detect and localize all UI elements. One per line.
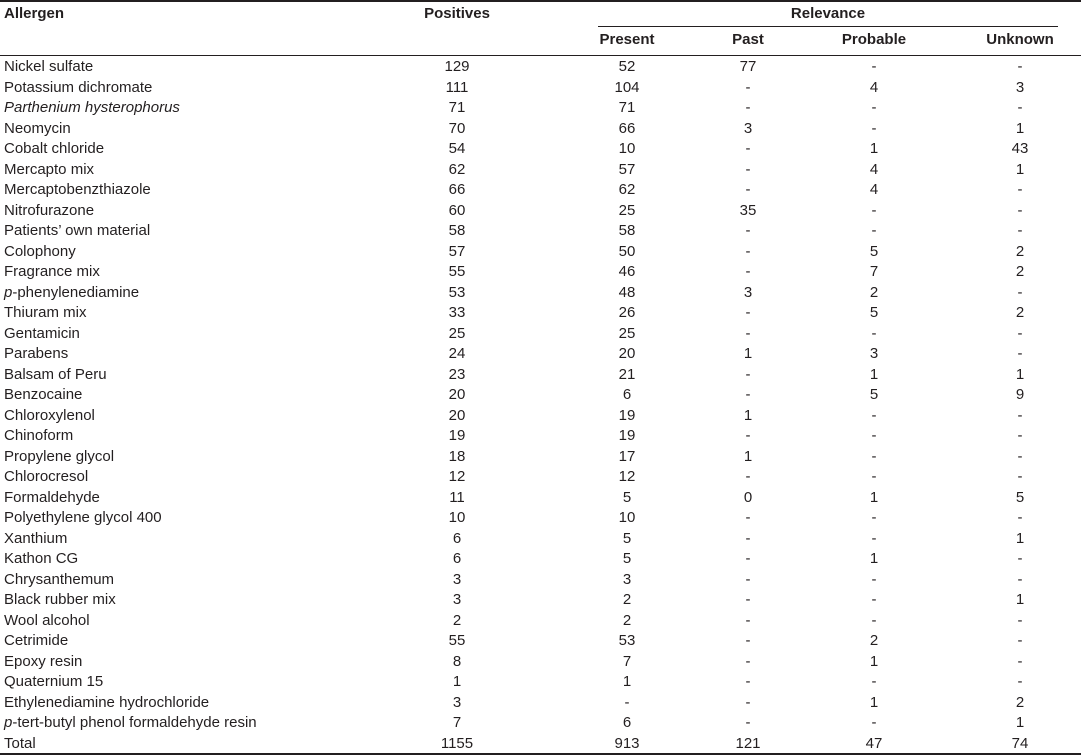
present-cell: 25 xyxy=(618,324,636,342)
present-cell: 1 xyxy=(622,673,632,690)
header-allergen: Allergen xyxy=(4,5,65,22)
table-row xyxy=(0,672,1081,693)
past-cell: - xyxy=(745,140,751,157)
positives-cell: 71 xyxy=(448,99,466,116)
allergen-cell: Parthenium hysterophorus xyxy=(4,99,180,116)
present-cell: 50 xyxy=(618,242,636,260)
past-cell: - xyxy=(745,570,751,588)
positives-cell: 55 xyxy=(448,263,466,280)
header-relevance: Relevance xyxy=(790,5,866,22)
unknown-cell: - xyxy=(1017,468,1023,485)
positives-cell: 3 xyxy=(452,591,462,608)
past-cell: - xyxy=(745,242,751,260)
probable-cell: 3 xyxy=(869,345,879,362)
positives-cell: 3 xyxy=(452,570,462,588)
positives-cell: 1155 xyxy=(440,734,474,752)
allergen-cell: Ethylenediamine hydrochloride xyxy=(4,693,210,711)
positives-cell: 129 xyxy=(444,58,470,75)
table-row xyxy=(0,467,1081,488)
table-row xyxy=(0,611,1081,632)
present-cell: 71 xyxy=(618,99,636,116)
positives-cell: 2 xyxy=(452,611,462,629)
allergen-cell: Balsam of Peru xyxy=(4,365,107,383)
header-probable: Probable xyxy=(841,31,907,48)
allergen-prefix: p xyxy=(4,283,13,301)
allergen-cell: Patients’ own material xyxy=(4,222,151,239)
present-cell: 2 xyxy=(622,611,632,629)
table-row xyxy=(0,508,1081,529)
positives-cell: 60 xyxy=(448,201,466,219)
table-row xyxy=(0,693,1081,714)
unknown-cell: 1 xyxy=(1015,365,1025,383)
table-row xyxy=(0,283,1081,304)
positives-cell: 57 xyxy=(448,242,466,260)
probable-cell: 5 xyxy=(869,304,879,321)
present-cell: 58 xyxy=(618,222,636,239)
past-cell: - xyxy=(745,550,751,567)
table-row xyxy=(0,570,1081,591)
header-present: Present xyxy=(599,31,655,48)
unknown-cell: - xyxy=(1017,345,1023,362)
positives-cell: 25 xyxy=(448,324,466,342)
unknown-cell: - xyxy=(1017,222,1023,239)
table-row xyxy=(0,652,1081,673)
positives-cell: 55 xyxy=(448,632,466,649)
past-cell: 3 xyxy=(743,283,753,301)
positives-cell: 6 xyxy=(452,550,462,567)
allergen-cell: Black rubber mix xyxy=(4,591,116,608)
probable-cell: - xyxy=(871,427,877,444)
probable-cell: - xyxy=(871,406,877,424)
allergen-cell: Mercapto mix xyxy=(4,160,95,178)
total-row xyxy=(0,734,1081,755)
past-cell: - xyxy=(745,386,751,403)
present-cell: 19 xyxy=(618,406,636,424)
unknown-cell: 2 xyxy=(1015,693,1025,711)
allergen-cell xyxy=(4,713,257,734)
probable-cell: - xyxy=(871,673,877,690)
table-row xyxy=(0,180,1081,201)
past-cell: - xyxy=(745,611,751,629)
unknown-cell: - xyxy=(1017,58,1023,75)
allergen-prefix: p xyxy=(4,714,13,731)
header-unknown: Unknown xyxy=(986,31,1054,48)
present-cell: 6 xyxy=(622,386,632,403)
present-cell: 7 xyxy=(622,652,632,670)
past-cell: - xyxy=(745,99,751,116)
unknown-cell: 1 xyxy=(1015,160,1025,178)
past-cell: - xyxy=(745,632,751,649)
probable-cell: 4 xyxy=(869,181,879,198)
past-cell: - xyxy=(745,160,751,178)
probable-cell: - xyxy=(871,58,877,75)
present-cell: 20 xyxy=(618,345,636,362)
past-cell: - xyxy=(745,181,751,198)
table-row xyxy=(0,98,1081,119)
table-row xyxy=(0,529,1081,550)
table-row xyxy=(0,590,1081,611)
past-cell: - xyxy=(745,365,751,383)
allergen-cell: Colophony xyxy=(4,242,76,260)
table-row xyxy=(0,57,1081,78)
table-row xyxy=(0,201,1081,222)
table-row xyxy=(0,713,1081,734)
present-cell: 52 xyxy=(618,58,636,75)
table-row xyxy=(0,262,1081,283)
past-cell: - xyxy=(745,693,751,711)
present-cell: 66 xyxy=(618,119,636,137)
allergen-cell: Formaldehyde xyxy=(4,488,100,506)
allergen-cell: Chlorocresol xyxy=(4,468,89,485)
probable-cell: - xyxy=(871,591,877,608)
allergen-cell: Quaternium 15 xyxy=(4,673,104,690)
positives-cell: 53 xyxy=(448,283,466,301)
probable-cell: - xyxy=(871,714,877,731)
probable-cell: 7 xyxy=(869,263,879,280)
probable-cell: 1 xyxy=(869,550,879,567)
positives-cell: 18 xyxy=(448,447,466,465)
table-row xyxy=(0,365,1081,386)
present-cell: 104 xyxy=(614,78,640,96)
probable-cell: - xyxy=(871,529,877,547)
allergen-cell: Potassium dichromate xyxy=(4,78,153,96)
allergen-cell: Gentamicin xyxy=(4,324,80,342)
probable-cell: 2 xyxy=(869,283,879,301)
probable-cell: - xyxy=(871,447,877,465)
allergen-cell: Epoxy resin xyxy=(4,652,83,670)
present-cell: - xyxy=(624,693,630,711)
present-cell: 5 xyxy=(622,529,632,547)
table-row xyxy=(0,631,1081,652)
allergen-cell: Chinoform xyxy=(4,427,74,444)
unknown-cell: - xyxy=(1017,652,1023,670)
allergen-cell: Parabens xyxy=(4,345,69,362)
present-cell: 53 xyxy=(618,632,636,649)
unknown-cell: - xyxy=(1017,406,1023,424)
present-cell: 5 xyxy=(622,550,632,567)
positives-cell: 111 xyxy=(445,78,469,96)
unknown-cell: - xyxy=(1017,673,1023,690)
probable-cell: - xyxy=(871,99,877,116)
unknown-cell: - xyxy=(1017,570,1023,588)
unknown-cell: - xyxy=(1017,427,1023,444)
unknown-cell: 9 xyxy=(1015,386,1025,403)
unknown-cell: - xyxy=(1017,550,1023,567)
table-row xyxy=(0,78,1081,99)
allergen-cell: Chrysanthemum xyxy=(4,570,115,588)
unknown-cell: - xyxy=(1017,99,1023,116)
allergen-cell: Mercaptobenzthiazole xyxy=(4,181,151,198)
table-row xyxy=(0,139,1081,160)
table-row xyxy=(0,160,1081,181)
past-cell: - xyxy=(745,714,751,731)
present-cell: 62 xyxy=(618,181,636,198)
allergen-name: -tert-butyl phenol formaldehyde resin xyxy=(12,714,257,731)
present-cell: 48 xyxy=(618,283,636,301)
probable-cell: 4 xyxy=(869,78,879,96)
past-cell: - xyxy=(745,324,751,342)
unknown-cell: 2 xyxy=(1015,242,1025,260)
probable-cell: 2 xyxy=(869,632,879,649)
present-cell: 46 xyxy=(618,263,636,280)
probable-cell: 47 xyxy=(865,734,883,752)
unknown-cell: 2 xyxy=(1015,304,1025,321)
past-cell: - xyxy=(745,509,751,526)
positives-cell: 24 xyxy=(448,345,466,362)
probable-cell: 5 xyxy=(869,386,879,403)
positives-cell: 33 xyxy=(448,304,466,321)
positives-cell: 11 xyxy=(449,488,465,506)
positives-cell: 62 xyxy=(448,160,466,178)
positives-cell: 20 xyxy=(448,386,466,403)
present-cell: 25 xyxy=(618,201,636,219)
unknown-cell: - xyxy=(1017,181,1023,198)
present-cell: 57 xyxy=(618,160,636,178)
unknown-cell: 1 xyxy=(1015,119,1025,137)
probable-cell: 1 xyxy=(869,652,879,670)
allergen-cell xyxy=(4,283,139,304)
unknown-cell: - xyxy=(1017,611,1023,629)
table-bottom-rule xyxy=(0,753,1081,755)
unknown-cell: 1 xyxy=(1015,529,1025,547)
unknown-cell: 43 xyxy=(1011,140,1029,157)
past-cell: - xyxy=(745,673,751,690)
table-row xyxy=(0,324,1081,345)
table-row xyxy=(0,447,1081,468)
unknown-cell: - xyxy=(1017,632,1023,649)
probable-cell: - xyxy=(871,324,877,342)
allergen-cell: Polyethylene glycol 400 xyxy=(4,509,162,526)
table-row xyxy=(0,549,1081,570)
table-top-rule xyxy=(0,0,1081,2)
probable-cell: - xyxy=(871,222,877,239)
present-cell: 10 xyxy=(618,509,636,526)
past-cell: - xyxy=(745,652,751,670)
unknown-cell: 3 xyxy=(1015,78,1025,96)
positives-cell: 3 xyxy=(452,693,462,711)
past-cell: 1 xyxy=(743,345,753,362)
probable-cell: 5 xyxy=(869,242,879,260)
unknown-cell: 74 xyxy=(1011,734,1029,752)
positives-cell: 20 xyxy=(448,406,466,424)
header-positives: Positives xyxy=(424,5,490,22)
past-cell: 0 xyxy=(743,488,753,506)
allergen-cell: Nitrofurazone xyxy=(4,201,95,219)
table-row xyxy=(0,242,1081,263)
probable-cell: 1 xyxy=(869,140,879,157)
probable-cell: - xyxy=(871,570,877,588)
positives-cell: 23 xyxy=(448,365,466,383)
probable-cell: - xyxy=(871,119,877,137)
allergen-name: -phenylenediamine xyxy=(12,283,140,301)
allergen-cell: Xanthium xyxy=(4,529,68,547)
positives-cell: 70 xyxy=(448,119,466,137)
relevance-span-rule xyxy=(598,26,1058,27)
present-cell: 2 xyxy=(622,591,632,608)
past-cell: - xyxy=(745,468,751,485)
probable-cell: - xyxy=(871,509,877,526)
allergen-cell: Kathon CG xyxy=(4,550,79,567)
table-row xyxy=(0,426,1081,447)
unknown-cell: 1 xyxy=(1015,714,1025,731)
allergen-cell: Fragrance mix xyxy=(4,263,100,280)
past-cell: 3 xyxy=(743,119,753,137)
past-cell: - xyxy=(745,78,751,96)
unknown-cell: - xyxy=(1017,283,1023,301)
past-cell: - xyxy=(745,222,751,239)
probable-cell: - xyxy=(871,611,877,629)
header-past: Past xyxy=(732,31,764,48)
probable-cell: 4 xyxy=(869,160,879,178)
past-cell: 35 xyxy=(739,201,757,219)
positives-cell: 12 xyxy=(448,468,466,485)
unknown-cell: 2 xyxy=(1015,263,1025,280)
table-row xyxy=(0,406,1081,427)
table-row xyxy=(0,344,1081,365)
probable-cell: 1 xyxy=(869,693,879,711)
positives-cell: 7 xyxy=(452,714,462,731)
table-row xyxy=(0,488,1081,509)
past-cell: 1 xyxy=(743,406,753,424)
positives-cell: 8 xyxy=(452,652,462,670)
allergen-cell: Cobalt chloride xyxy=(4,140,105,157)
table-row xyxy=(0,221,1081,242)
allergen-cell: Thiuram mix xyxy=(4,304,87,321)
present-cell: 17 xyxy=(618,447,636,465)
allergen-cell: Neomycin xyxy=(4,119,71,137)
positives-cell: 54 xyxy=(448,140,466,157)
table-row xyxy=(0,303,1081,324)
present-cell: 6 xyxy=(622,714,632,731)
positives-cell: 19 xyxy=(448,427,466,444)
probable-cell: 1 xyxy=(869,488,879,506)
positives-cell: 66 xyxy=(448,181,466,198)
present-cell: 10 xyxy=(618,140,636,157)
present-cell: 3 xyxy=(622,570,632,588)
allergen-cell: Chloroxylenol xyxy=(4,406,95,424)
present-cell: 21 xyxy=(618,365,636,383)
positives-cell: 6 xyxy=(452,529,462,547)
table-body xyxy=(0,57,1081,754)
present-cell: 5 xyxy=(622,488,632,506)
allergen-cell: Propylene glycol xyxy=(4,447,115,465)
past-cell: - xyxy=(745,427,751,444)
unknown-cell: - xyxy=(1017,447,1023,465)
probable-cell: - xyxy=(871,468,877,485)
past-cell: - xyxy=(745,263,751,280)
positives-cell: 58 xyxy=(448,222,466,239)
unknown-cell: - xyxy=(1017,324,1023,342)
probable-cell: 1 xyxy=(869,365,879,383)
table-row xyxy=(0,119,1081,140)
allergen-cell: Nickel sulfate xyxy=(4,58,94,75)
past-cell: 77 xyxy=(739,58,757,75)
allergen-cell: Benzocaine xyxy=(4,386,83,403)
present-cell: 19 xyxy=(618,427,636,444)
unknown-cell: - xyxy=(1017,201,1023,219)
header-bottom-rule xyxy=(0,55,1081,56)
present-cell: 913 xyxy=(614,734,640,752)
unknown-cell: - xyxy=(1017,509,1023,526)
past-cell: 121 xyxy=(735,734,761,752)
present-cell: 12 xyxy=(618,468,636,485)
allergen-cell: Wool alcohol xyxy=(4,611,90,629)
past-cell: - xyxy=(745,591,751,608)
past-cell: - xyxy=(745,304,751,321)
past-cell: - xyxy=(745,529,751,547)
positives-cell: 1 xyxy=(452,673,462,690)
table-row xyxy=(0,385,1081,406)
probable-cell: - xyxy=(871,201,877,219)
unknown-cell: 5 xyxy=(1015,488,1025,506)
unknown-cell: 1 xyxy=(1015,591,1025,608)
allergen-cell: Cetrimide xyxy=(4,632,69,649)
present-cell: 26 xyxy=(618,304,636,321)
allergen-cell: Total xyxy=(4,734,36,752)
positives-cell: 10 xyxy=(448,509,466,526)
past-cell: 1 xyxy=(743,447,753,465)
